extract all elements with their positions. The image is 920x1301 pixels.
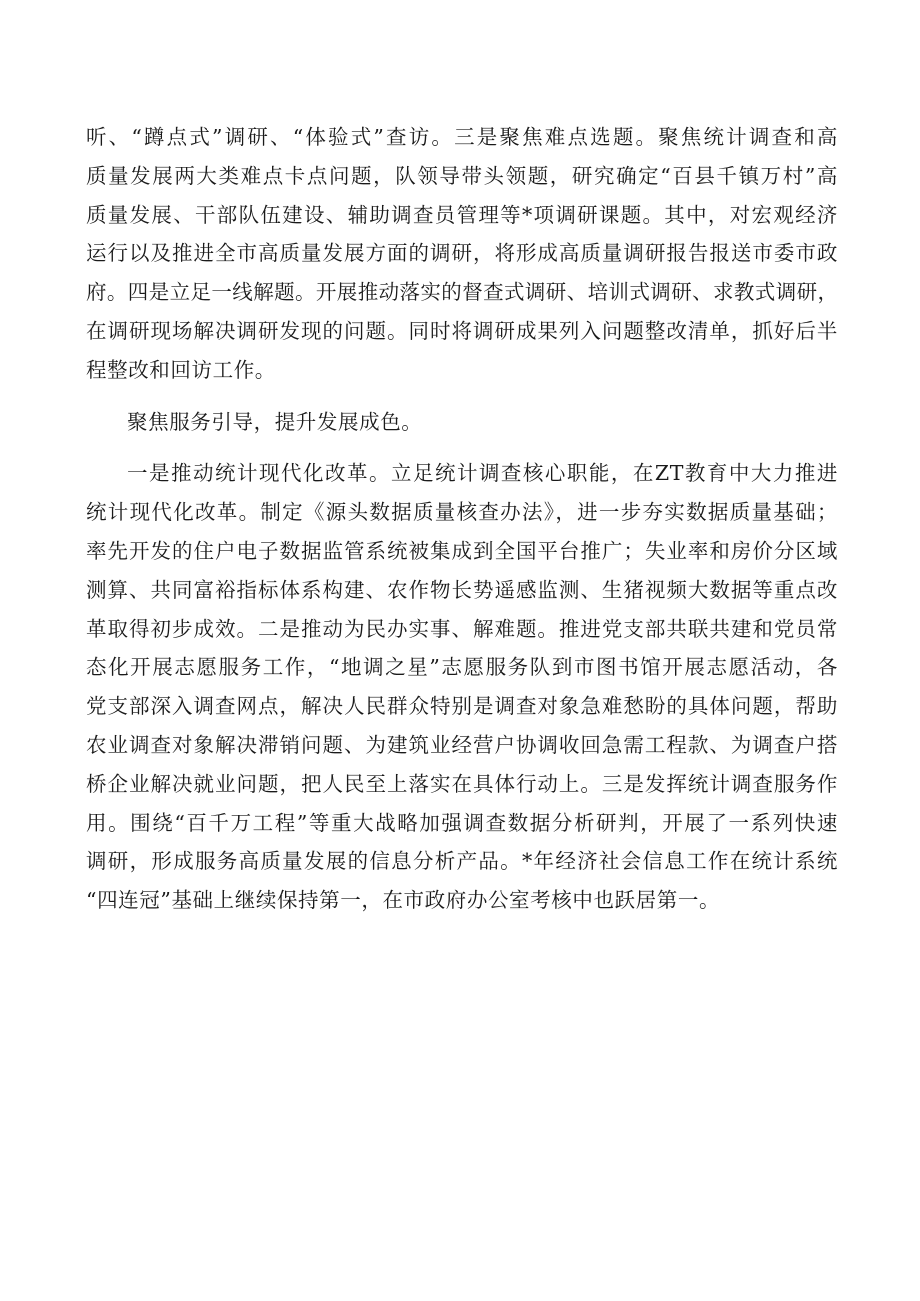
text-line: 质量发展、干部队伍建设、辅助调查员管理等*项调研课题。其中，对宏观经济	[86, 202, 838, 227]
text-line: 统计现代化改革。制定《源头数据质量核查办法》，进一步夯实数据质量基础；	[86, 500, 838, 525]
section-heading	[86, 403, 838, 442]
text-line: 质量发展两大类难点卡点问题，队领导带头领题，研究确定“百县千镇万村”高	[86, 163, 838, 188]
text-line: 测算、共同富裕指标体系构建、农作物长势遥感监测、生猪视频大数据等重点改	[86, 577, 838, 602]
heading-text: 聚焦服务引导，提升发展成色。	[127, 409, 423, 434]
paragraph-gap	[86, 441, 838, 454]
paragraph-survey-topics	[86, 118, 838, 390]
text-line: 在调研现场解决调研发现的问题。同时将调研成果列入问题整改清单，抓好后半	[86, 318, 838, 343]
paragraph-service-guidance	[86, 454, 838, 920]
text-line: 态化开展志愿服务工作，“地调之星”志愿服务队到市图书馆开展志愿活动，各	[86, 655, 838, 680]
text-line: 程整改和回访工作。	[86, 357, 276, 382]
text-line: 运行以及推进全市高质量发展方面的调研，将形成高质量调研报告报送市委市政	[86, 241, 838, 266]
text-line: 调研，形成服务高质量发展的信息分析产品。*年经济社会信息工作在统计系统	[86, 849, 838, 874]
text-line: 一是推动统计现代化改革。立足统计调查核心职能，在ZT教育中大力推进	[127, 461, 838, 486]
paragraph-gap	[86, 390, 838, 403]
text-line: 用。围绕“百千万工程”等重大战略加强调查数据分析研判，开展了一系列快速	[86, 810, 838, 835]
document-body	[86, 118, 838, 920]
text-line: 听、“蹲点式”调研、“体验式”查访。三是聚焦难点选题。聚焦统计调查和高	[86, 125, 838, 149]
text-line: 革取得初步成效。二是推动为民办实事、解难题。推进党支部共联共建和党员常	[86, 616, 838, 641]
text-line: 率先开发的住户电子数据监管系统被集成到全国平台推广；失业率和房价分区域	[86, 538, 838, 563]
text-line: 府。四是立足一线解题。开展推动落实的督查式调研、培训式调研、求教式调研，	[86, 280, 838, 305]
text-line: 党支部深入调查网点，解决人民群众特别是调查对象急难愁盼的具体问题，帮助	[86, 694, 838, 719]
text-line: “四连冠”基础上继续保持第一，在市政府办公室考核中也跃居第一。	[86, 888, 721, 913]
text-line: 农业调查对象解决滞销问题、为建筑业经营户协调收回急需工程款、为调查户搭	[86, 732, 838, 757]
text-line: 桥企业解决就业问题，把人民至上落实在具体行动上。三是发挥统计调查服务作	[86, 771, 838, 796]
